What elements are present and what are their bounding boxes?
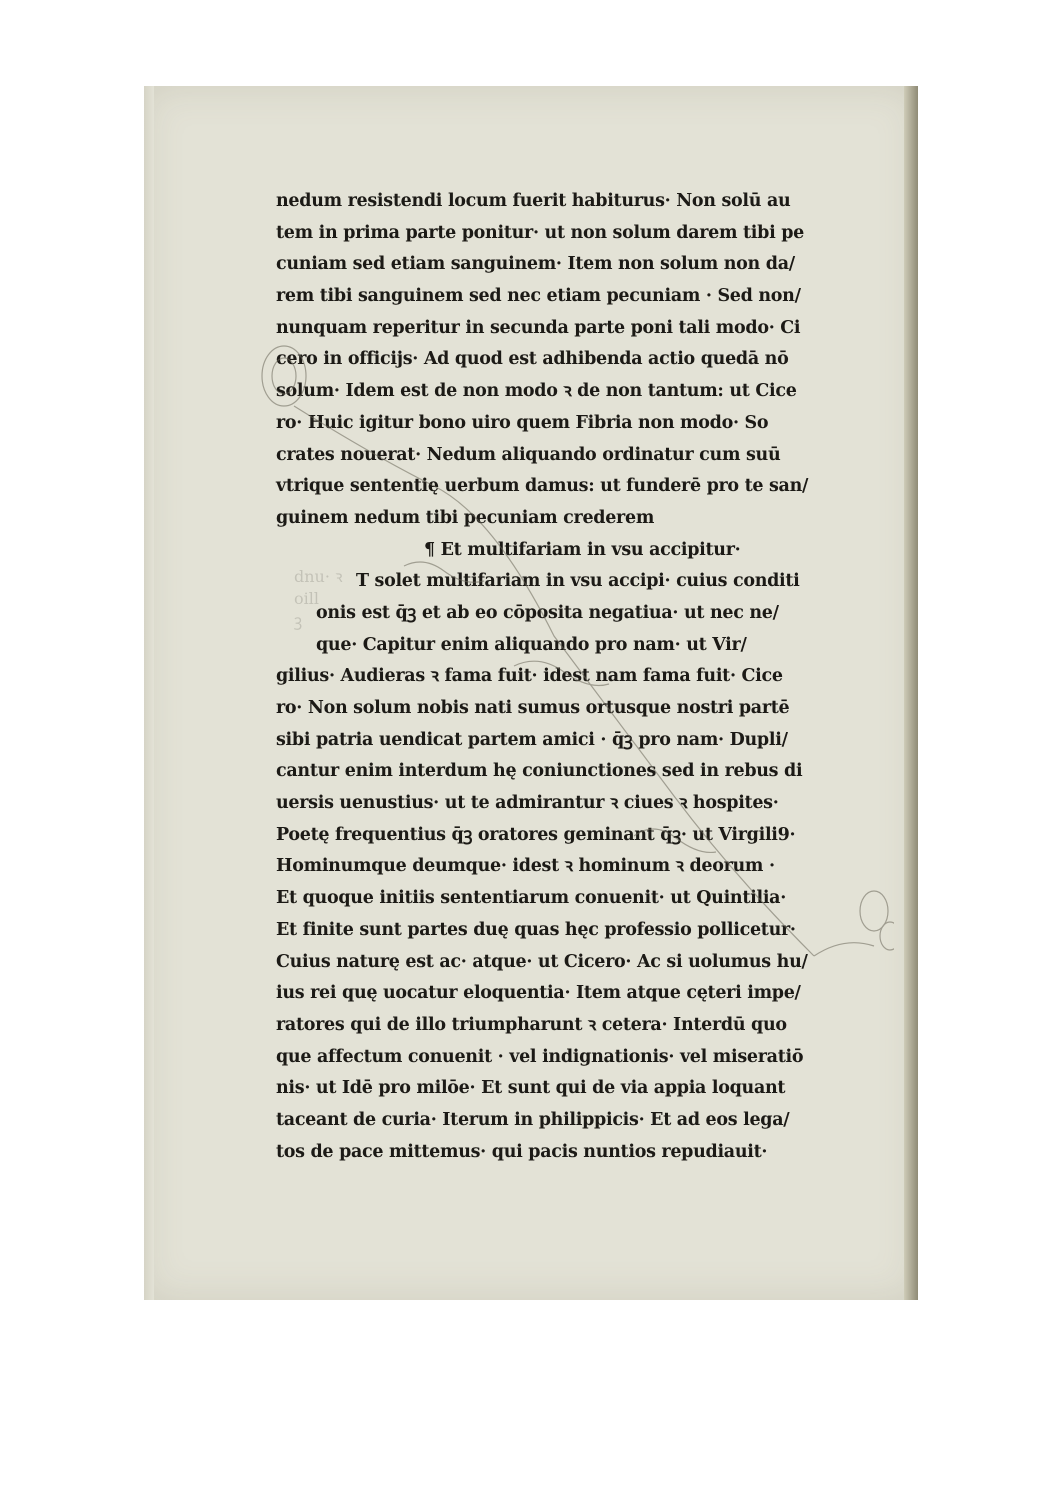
text-line: gilius· Audieras ꝛ fama fuit· idest nam fama fuit· Cice xyxy=(276,666,783,687)
text-line: tos de pace mittemus· qui pacis nuntios repudiauit· xyxy=(276,1141,768,1162)
text-line: ratores qui de illo triumpharunt ꝛ cetera· Interdū quo xyxy=(276,1014,787,1035)
text-line: cuniam sed etiam sanguinem· Item non solum non da/ xyxy=(276,254,795,275)
text-line: crates nouerat· Nedum aliquando ordinatur cum suū xyxy=(276,444,781,465)
text-line: rem tibi sanguinem sed nec etiam pecuniam · Sed non/ xyxy=(276,286,801,307)
section-heading: ¶ Et multifariam in vsu accipitur· xyxy=(424,539,741,560)
text-line: ro· Huic igitur bono uiro quem Fibria non modo· So xyxy=(276,412,769,433)
text-line: sibi patria uendicat partem amici · q̄ꝫ pro nam· Dupli/ xyxy=(276,729,788,750)
text-line: tem in prima parte ponitur· ut non solum darem tibi pe xyxy=(276,222,804,243)
text-line: Et quoque initiis sententiarum conuenit· ut Quintilia· xyxy=(276,888,786,909)
text-line: taceant de curia· Iterum in philippicis· Et ad eos lega/ xyxy=(276,1109,790,1130)
text-line: Cuius naturę est ac· atque· ut Cicero· Ac si uolumus hu/ xyxy=(276,951,808,972)
text-line: ius rei quę uocatur eloquentia· Item atque cęteri impe/ xyxy=(276,983,801,1004)
show-through-text: dnu· ꝛ oill ꝫ xyxy=(294,567,343,630)
scanned-page xyxy=(144,86,918,1300)
text-line: cero in officijs· Ad quod est adhibenda actio quedā nō xyxy=(276,349,789,370)
text-line: que affectum conuenit · vel indignationis· vel miseratiō xyxy=(276,1046,804,1067)
text-line: Hominumque deumque· idest ꝛ hominum ꝛ deorum · xyxy=(276,856,775,877)
page-left-edge xyxy=(144,86,154,1300)
text-line: vtrique sententię uerbum damus: ut funderē pro te san/ xyxy=(276,476,809,497)
text-line: nunquam reperitur in secunda parte poni tali modo· Ci xyxy=(276,317,801,338)
text-line: solum· Idem est de non modo ꝛ de non tantum: ut Cice xyxy=(276,381,797,402)
text-line: ro· Non solum nobis nati sumus ortusque nostri partē xyxy=(276,698,790,718)
text-line: nis· ut Idē pro milōe· Et sunt qui de via appia loquant xyxy=(276,1078,786,1099)
text-line: que· Capitur enim aliquando pro nam· ut Vir/ xyxy=(316,634,747,655)
text-line: onis est q̄ꝫ et ab eo cōposita negatiua· ut nec ne/ xyxy=(316,602,779,623)
incunable-text-block xyxy=(276,186,856,1168)
text-line: uersis uenustius· ut te admirantur ꝛ ciues ꝛ hospites· xyxy=(276,793,779,814)
binding-gutter xyxy=(904,86,918,1300)
text-line: T solet multifariam in vsu accipi· cuius conditi xyxy=(356,571,800,592)
text-line: Poetę frequentius q̄ꝫ oratores geminant q̄ꝫ· ut Virgili9· xyxy=(276,824,796,845)
text-line: nedum resistendi locum fuerit habiturus· Non solū au xyxy=(276,191,791,211)
text-line: Et finite sunt partes duę quas hęc professio pollicetur· xyxy=(276,919,796,940)
text-line: guinem nedum tibi pecuniam crederem xyxy=(276,507,655,528)
text-line: cantur enim interdum hę coniunctiones sed in rebus di xyxy=(276,761,803,782)
